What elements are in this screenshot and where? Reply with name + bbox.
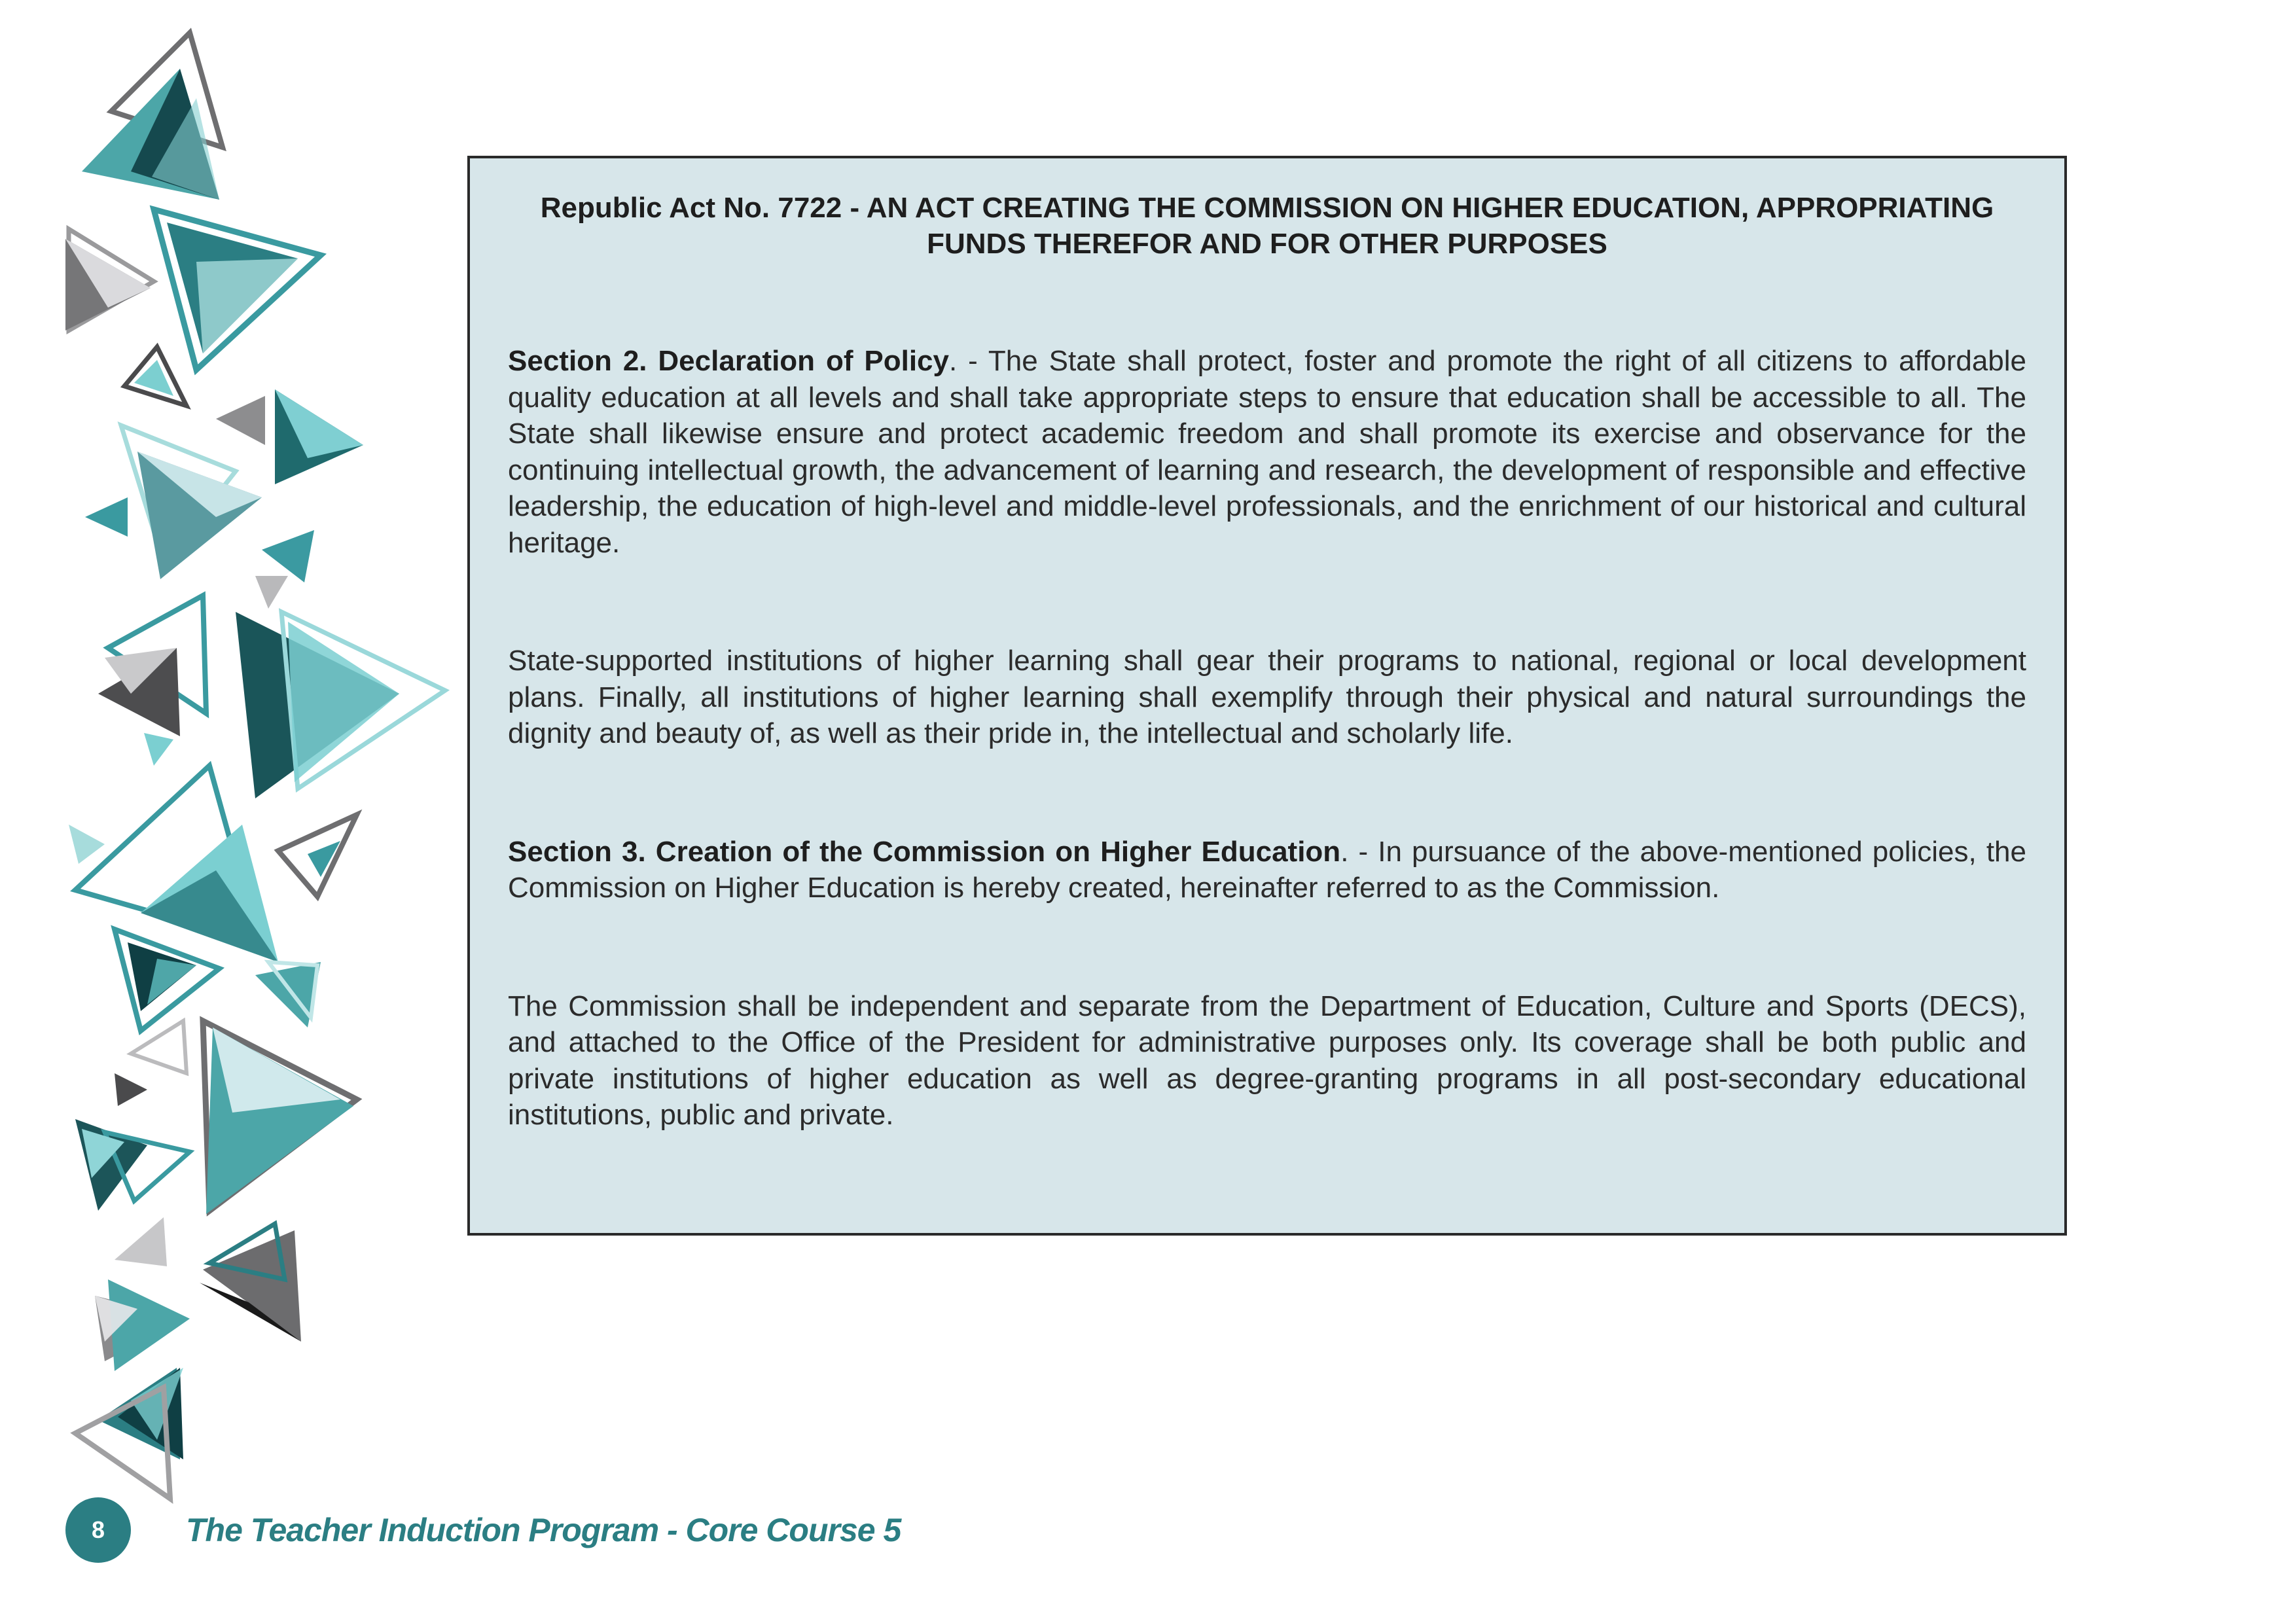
section-3-second-paragraph: The Commission shall be independent and separate from the Department of Education, Culture and Sports (DECS), and attached to the Office of the President for administrative purposes only. Its coverage shall be both public and private institutions of higher education as well as degree-granting programs in all post-secondary educational institutions, public and private.	[508, 990, 2026, 1131]
section-2-second-paragraph: State-supported institutions of higher learning shall gear their programs to national, regional or local development plans. Finally, all institutions of higher learning shall exemplify through their physical and natural surroundings the dignity and beauty of, as well as their pride in, the intellectual and scholarly life.	[508, 645, 2026, 749]
act-title	[508, 190, 2026, 262]
section-2-paragraph	[508, 343, 2026, 561]
footer-title: The Teacher Induction Program - Core Course 5	[186, 1512, 901, 1548]
section-2-heading: Section 2. Declaration of Policy	[508, 345, 949, 377]
section-2-text: . - The State shall protect, foster and promote the right of all citizens to affordable quality education at all levels and shall take appropriate steps to ensure that education shall be accessible to all. The State shall likewise ensure and protect academic freedom and shall promote its exercise and observance for the continuing intellectual growth, the advancement of learning and research, the development of responsible and effective leadership, the education of high-level and middle-level professionals, and the enrichment of our historical and cultural heritage.	[508, 345, 2027, 559]
section-3-heading: Section 3. Creation of the Commission on Higher Education	[508, 835, 1341, 868]
act-title-line-1: Republic Act No. 7722 - AN ACT CREATING THE COMMISSION ON HIGHER EDUCATION, APPROPRIATING	[540, 192, 1994, 224]
page-number-badge: 8	[65, 1497, 131, 1563]
page-footer	[65, 1497, 901, 1563]
section-3-text: . - In pursuance of the above-mentioned policies, the Commission on Higher Education is hereby created, hereinafter referred to as the Commission.	[508, 835, 2026, 904]
act-text-box	[467, 156, 2067, 1236]
act-title-line-2: FUNDS THEREFOR AND FOR OTHER PURPOSES	[927, 228, 1607, 260]
section-3-paragraph	[508, 834, 2026, 906]
decorative-triangles	[0, 0, 471, 1518]
